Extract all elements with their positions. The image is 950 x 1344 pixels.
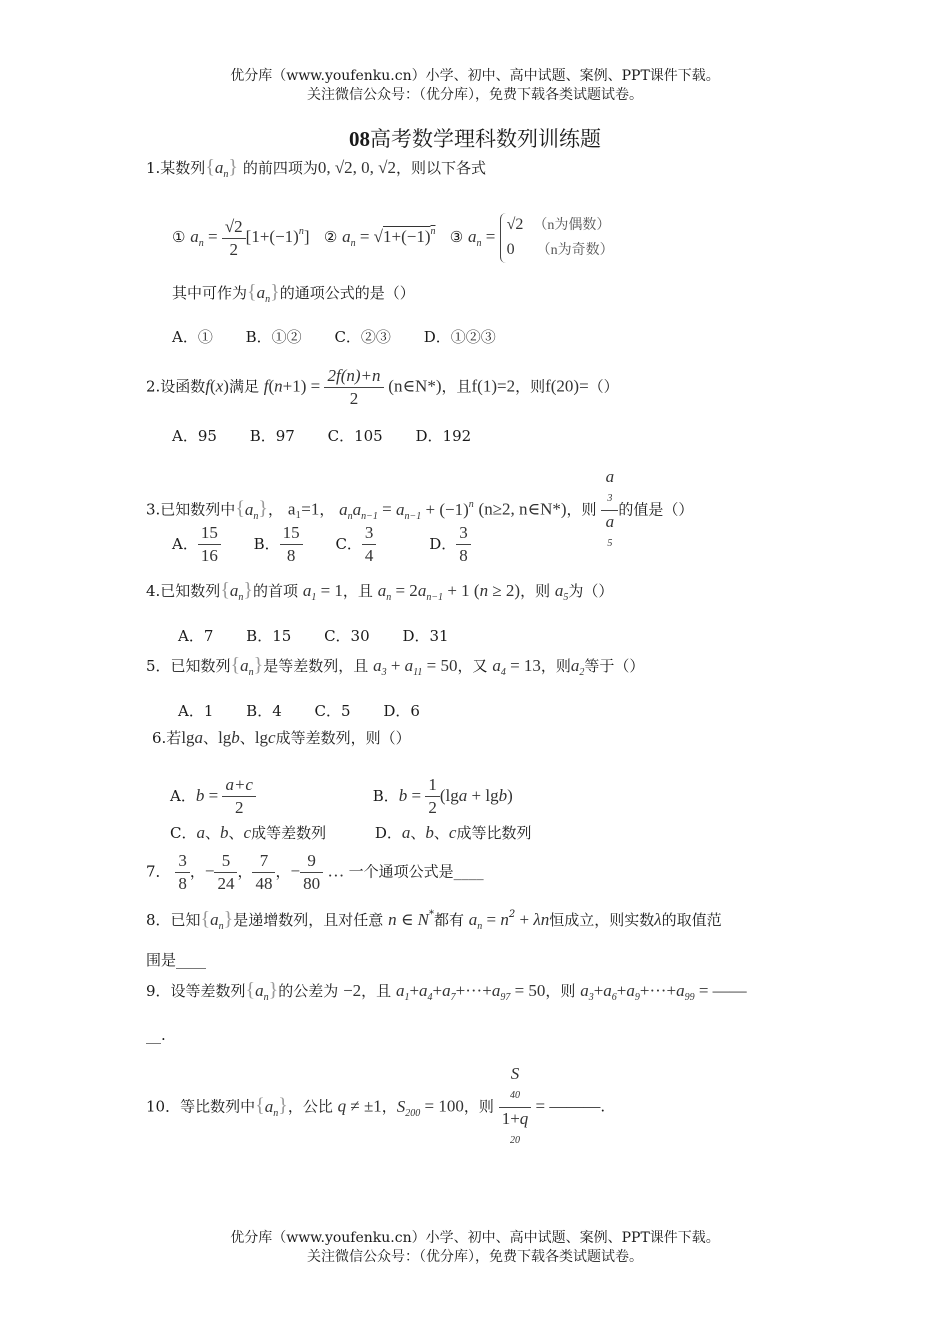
q8-line2: 围是____ — [146, 951, 207, 969]
option[interactable]: D．31 — [402, 627, 449, 645]
title-number: 08 — [349, 127, 370, 151]
q7-stem: 7． $\frac{3}{8}$ ，− $\frac{5}{24}$ ， $\frac{7}{48}$ ，− $\frac{9}{80}$ … 一个通项公式是____ — [146, 851, 484, 893]
option[interactable]: D．6 — [383, 702, 420, 720]
q6-options-ab — [170, 774, 513, 819]
footer-line-2: 关注微信公众号：（优分库），免费下载各类试题试卷。 — [307, 1249, 643, 1265]
q1-piecewise: √2 （n为偶数） 0 （n为奇数） — [500, 213, 614, 263]
option[interactable]: D． $\frac{3}{8}$ — [429, 535, 471, 553]
option[interactable]: C．30 — [324, 627, 370, 645]
option[interactable]: A．① — [172, 328, 213, 346]
q1-stem: 1.某数列$\{a_n\}$ 的前四项为0, √2, 0, √2，则以下各式 — [146, 156, 487, 180]
q1-ask: 其中可作为$\{a_n\}$的通项公式的是（） — [172, 281, 415, 305]
q2-stem: 2.设函数f(x)满足 f(n+1) = $\frac{2f(n)+n}{2}$ (n∈N*)，且f(1)=2，则f(20)=（） — [146, 366, 619, 408]
option[interactable]: B．b = $\frac{1}{2}$ (lga + lgb) — [372, 775, 513, 817]
option[interactable]: A．1 — [178, 702, 214, 720]
option[interactable]: C．105 — [327, 427, 383, 445]
option[interactable]: C．②③ — [334, 328, 391, 346]
page-title — [0, 123, 950, 153]
q6-options-cd — [170, 823, 531, 843]
title-text: 高考数学理科数列训练题 — [370, 127, 601, 151]
q4-stem: 4.已知数列$\{a_n\}$的首项 $a_1 = 1$，且 $a_n = 2a_{n-1} + 1$ (n ≥ 2)，则 $a_5$为（） — [146, 579, 614, 603]
q1-options — [172, 327, 524, 347]
option[interactable]: B．①② — [245, 328, 302, 346]
q9-line2: __. — [146, 1026, 166, 1044]
option[interactable]: C． $\frac{3}{4}$ — [335, 535, 376, 553]
option[interactable]: B． $\frac{15}{8}$ — [254, 535, 303, 553]
option[interactable]: B．97 — [249, 427, 295, 445]
q5-stem: 5．已知数列$\{a_n\}$是等差数列，且 $a_3 + a_{11} = 50$，又 $a_4 = 13$，则$a_2$等于（） — [146, 654, 645, 678]
q1-sequence: 0, √2, 0, √2 — [317, 158, 396, 177]
option[interactable]: D．①②③ — [423, 328, 496, 346]
option[interactable]: A． $\frac{15}{16}$ — [172, 535, 221, 553]
option[interactable]: D．192 — [415, 427, 472, 445]
header-line-2: 关注微信公众号：（优分库），免费下载各类试题试卷。 — [307, 87, 643, 103]
option[interactable]: A．95 — [172, 427, 217, 445]
option[interactable]: D．a、b、c成等比数列 — [374, 823, 532, 842]
q10-stem: 10．等比数列中$\{a_n\}$，公比 q ≠ ±1，$S_{200} = 100$，则 S 40 1+q 20 = ———. — [146, 1064, 606, 1146]
option[interactable]: A．b = $\frac{a+c}{2}$ — [170, 787, 256, 805]
option[interactable]: C．a、b、c成等差数列 — [170, 823, 327, 842]
option[interactable]: B．15 — [246, 627, 292, 645]
header-line-1: 优分库（www.youfenku.cn）小学、初中、高中试题、案例、PPT课件下载。 — [230, 68, 720, 84]
q9-stem: 9．设等差数列$\{a_n\}$的公差为 −2，且 $a_1+a_4+a_7+\cdot\cdot\cdot+a_{97} = 50$，则 $a_3+a_6+a_9+\cdot\cdot\cdot+a_{99}$ = —— — [146, 979, 747, 1003]
q6-stem: 6.若lga、lgb、lgc成等差数列，则（） — [152, 728, 411, 747]
q8-stem: 8．已知$\{a_n\}$是递增数列，且对任意 n ∈ N*都有 $a_n = n^2 + \lambda n$恒成立，则实数λ的取值范 — [146, 908, 722, 932]
option[interactable]: C．5 — [314, 702, 351, 720]
q5-options — [178, 701, 448, 721]
option[interactable]: A．7 — [178, 627, 214, 645]
option[interactable]: B．4 — [246, 702, 282, 720]
footer-line-1: 优分库（www.youfenku.cn）小学、初中、高中试题、案例、PPT课件下载。 — [230, 1230, 720, 1246]
q3-stem: 3.已知数列中$\{a_n\}$， a₁=1， $a_na_{n-1} = a_{n-1} + (-1)^n$ (n≥2, n∈N*)，则 a 3 a 5 的值是（） — [146, 467, 694, 549]
q4-options — [178, 626, 477, 646]
q2-options — [172, 426, 499, 446]
q1-formulas: ① $a_n$ = $\frac{√2}{2}$ $[1+(-1)^n]$ ② $a_n = √1+(-1)^n$ ③ $a_n = √2$ （n为偶数） 0 （n为奇数） — [172, 213, 614, 263]
q3-options — [172, 522, 471, 567]
